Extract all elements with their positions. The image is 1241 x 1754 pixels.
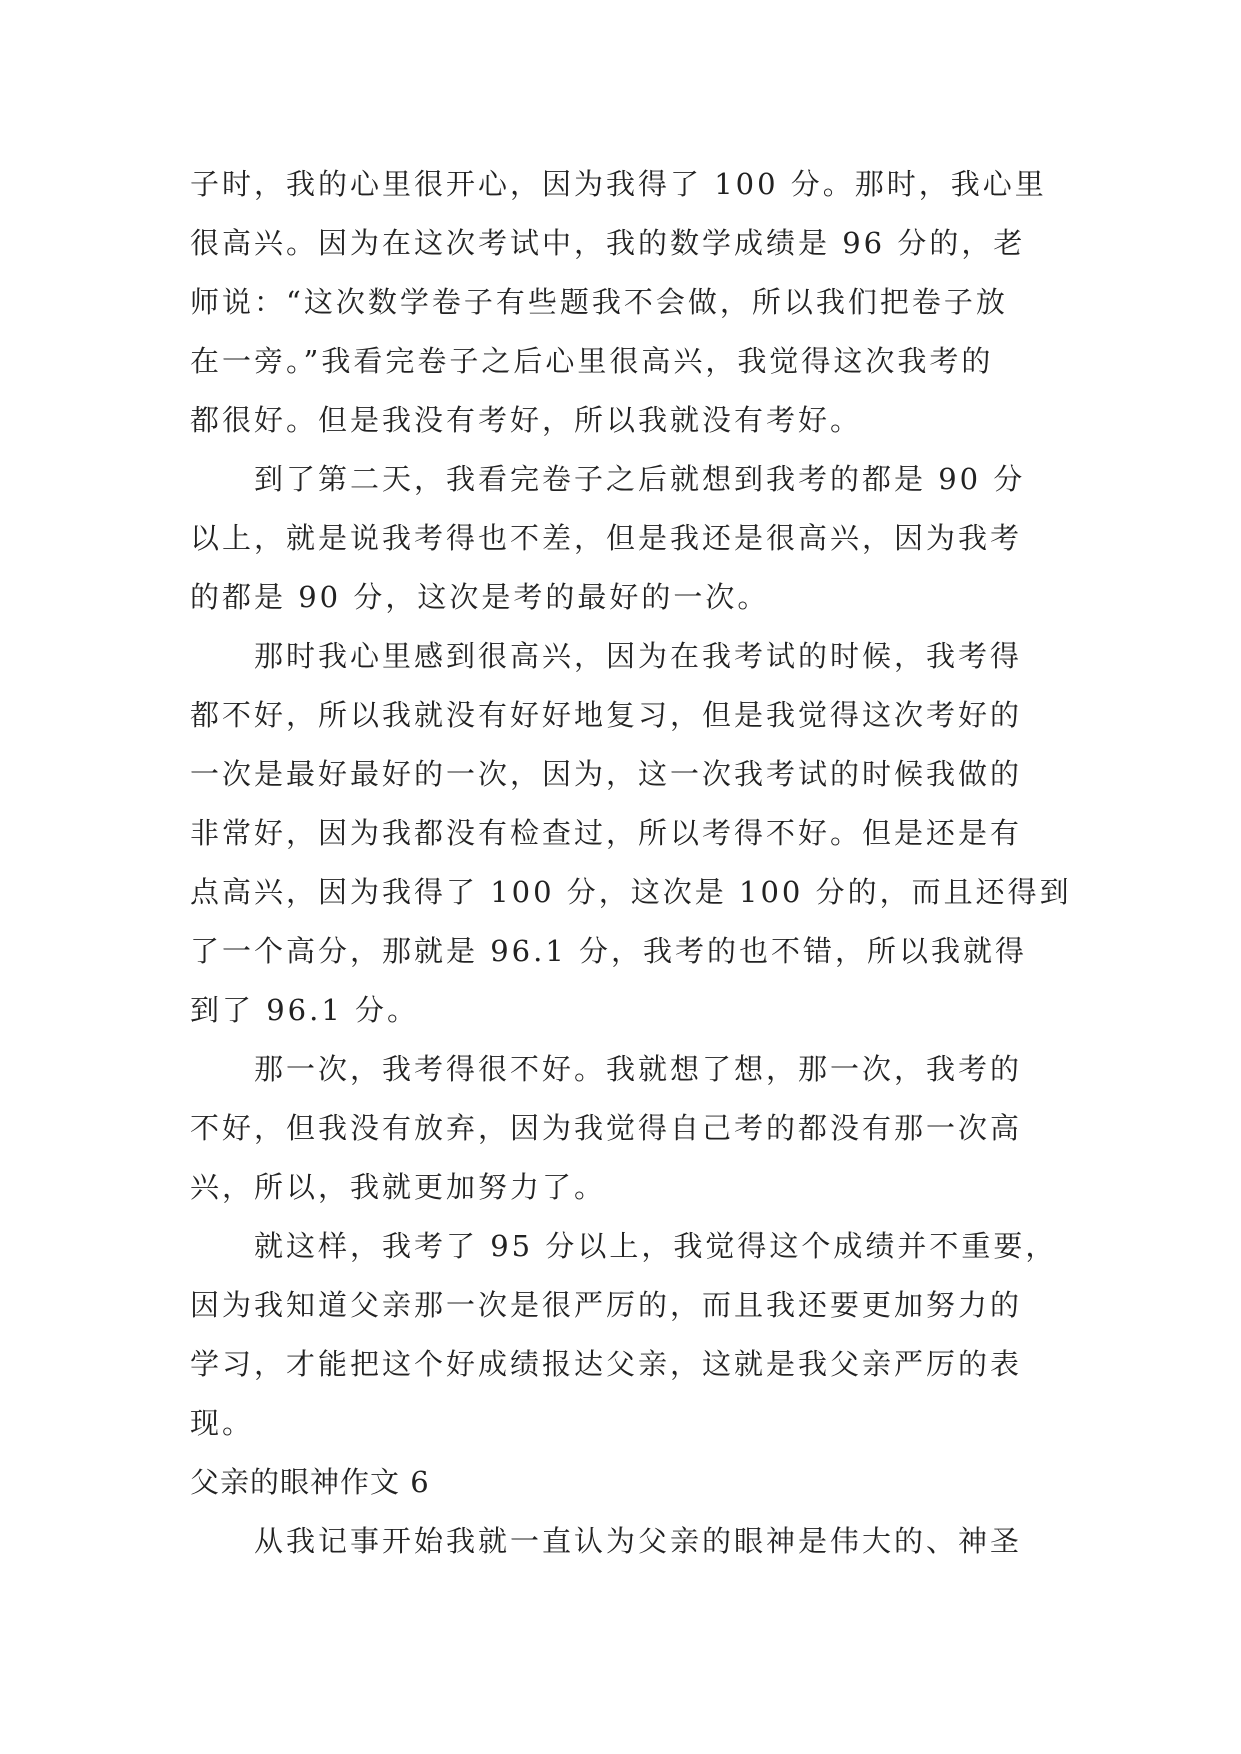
text-line: 师说：“这次数学卷子有些题我不会做，所以我们把卷子放 (190, 285, 1008, 319)
text-line: 一次是最好最好的一次，因为，这一次我考试的时候我做的 (190, 757, 1023, 791)
section-heading: 父亲的眼神作文 6 (190, 1465, 430, 1499)
text-line: 那一次，我考得很不好。我就想了想，那一次，我考的 (254, 1052, 1023, 1086)
text-line: 点高兴，因为我得了 100 分，这次是 100 分的，而且还得到 (190, 875, 1072, 909)
text-line: 都不好，所以我就没有好好地复习，但是我觉得这次考好的 (190, 698, 1023, 732)
text-line: 从我记事开始我就一直认为父亲的眼神是伟大的、神圣 (254, 1524, 1023, 1558)
paragraph (190, 1040, 1060, 1217)
text-line: 那时我心里感到很高兴，因为在我考试的时候，我考得 (254, 639, 1023, 673)
text-line: 因为我知道父亲那一次是很严厉的，而且我还要更加努力的 (190, 1288, 1023, 1322)
paragraph (190, 627, 1072, 1040)
paragraph (190, 450, 1060, 627)
text-line: 现。 (190, 1406, 255, 1440)
text-line: 兴，所以，我就更加努力了。 (190, 1170, 607, 1204)
text-line: 到了第二天，我看完卷子之后就想到我考的都是 90 分 (254, 462, 1026, 496)
text-line: 学习，才能把这个好成绩报达父亲，这就是我父亲严厉的表 (190, 1347, 1023, 1381)
paragraph (190, 1217, 1060, 1453)
paragraph (190, 155, 1060, 450)
text-line: 非常好，因为我都没有检查过，所以考得不好。但是还是有 (190, 816, 1023, 850)
text-line: 子时，我的心里很开心，因为我得了 100 分。那时，我心里 (190, 167, 1047, 201)
text-line: 的都是 90 分，这次是考的最好的一次。 (190, 580, 770, 614)
text-line: 都很好。但是我没有考好，所以我就没有考好。 (190, 403, 863, 437)
document-body (190, 155, 1072, 1571)
text-line: 以上，就是说我考得也不差，但是我还是很高兴，因为我考 (190, 521, 1023, 555)
text-line: 就这样，我考了 95 分以上，我觉得这个成绩并不重要， (254, 1229, 1058, 1263)
paragraph (190, 1512, 1060, 1571)
text-line: 很高兴。因为在这次考试中，我的数学成绩是 96 分的，老 (190, 226, 1026, 260)
text-line: 在一旁。”我看完卷子之后心里很高兴，我觉得这次我考的 (190, 344, 994, 378)
text-line: 不好，但我没有放弃，因为我觉得自己考的都没有那一次高 (190, 1111, 1023, 1145)
text-line: 了一个高分，那就是 96.1 分，我考的也不错，所以我就得 (190, 934, 1028, 968)
text-line: 到了 96.1 分。 (190, 993, 420, 1027)
